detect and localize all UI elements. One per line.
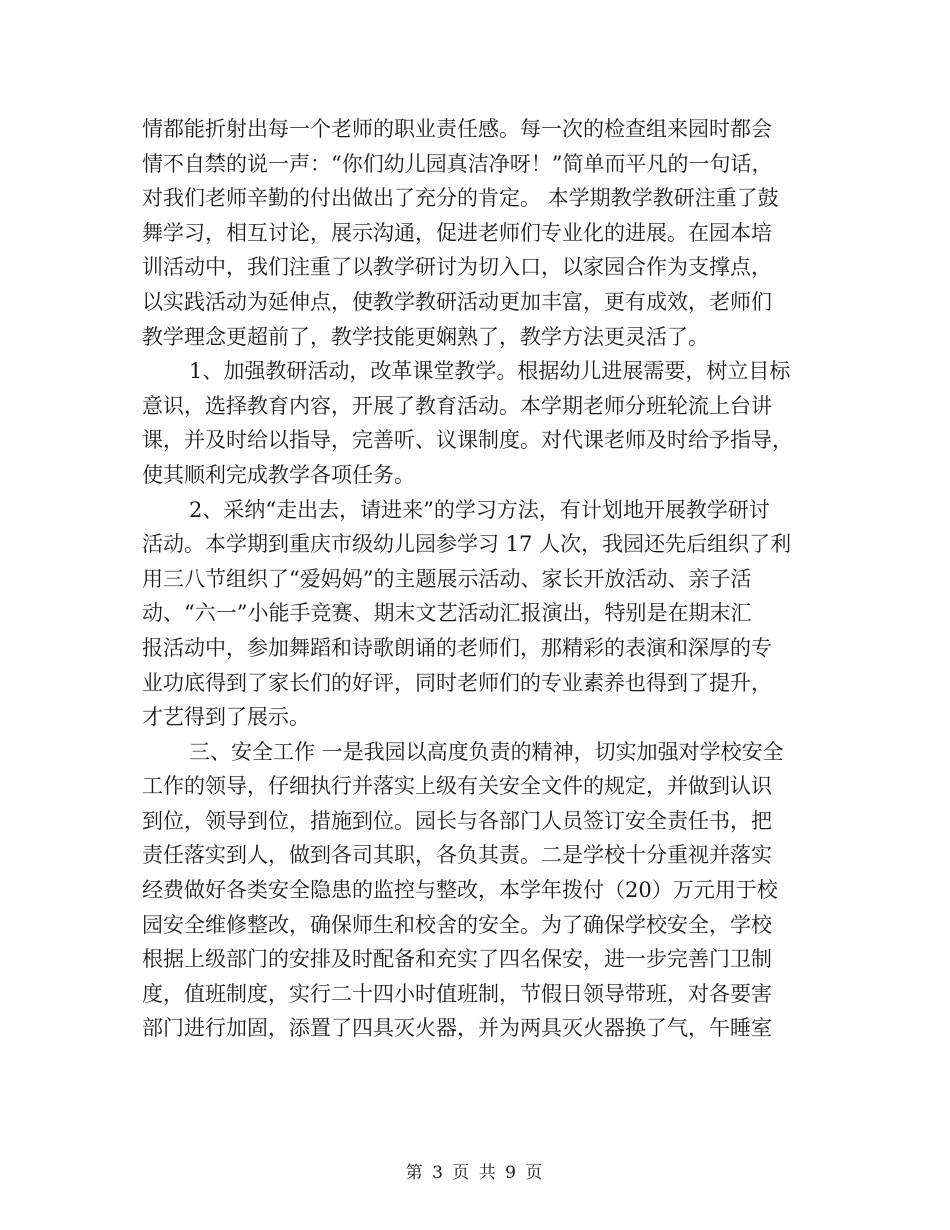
text-line: 意识，选择教育内容，开展了教育活动。本学期老师分班轮流上台讲 [142,393,772,418]
text-line: 责任落实到人，做到各司其职，各负其责。二是学校十分重视并落实 [142,843,772,868]
text-line: 活动。本学期到重庆市级幼儿园参学习 17 人次，我园还先后组织了利 [142,532,792,557]
text-line: 2、采纳“走出去，请进来”的学习方法，有计划地开展教学研讨 [189,497,770,522]
text-line: 工作的领导，仔细执行并落实上级有关安全文件的规定，并做到认识 [142,774,772,799]
text-line: 度，值班制度，实行二十四小时值班制，节假日领导带班，对各要害 [142,981,772,1006]
text-line: 对我们老师辛勤的付出做出了充分的肯定。 本学期教学教研注重了鼓 [142,186,779,211]
text-line: 情都能折射出每一个老师的职业责任感。每一次的检查组来园时都会 [142,117,772,141]
text-line: 根据上级部门的安排及时配备和充实了四名保安，进一步完善门卫制 [142,947,772,972]
page-footer: 第 3 页 共 9 页 [405,1163,545,1183]
text-line: 园安全维修整改，确保师生和校舍的安全。为了确保学校安全，学校 [142,912,772,937]
text-line: 用三八节组织了“爱妈妈”的主题展示活动、家长开放活动、亲子活 [142,566,752,591]
text-line: 报活动中，参加舞蹈和诗歌朗诵的老师们，那精彩的表演和深厚的专 [142,635,772,660]
text-line: 1、加强教研活动，改革课堂教学。根据幼儿进展需要，树立目标 [189,359,791,384]
text-line: 舞学习，相互讨论，展示沟通，促进老师们专业化的进展。在园本培 [142,220,772,245]
text-line: 课，并及时给以指导，完善听、议课制度。对代课老师及时给予指导， [142,428,793,453]
text-line: 情不自禁的说一声：“你们幼儿园真洁净呀！”简单而平凡的一句话， [142,151,773,176]
text-line: 经费做好各类安全隐患的监控与整改，本学年拨付（20）万元用于校 [142,878,778,903]
text-line: 训活动中，我们注重了以教学研讨为切入口，以家园合作为支撑点， [142,255,772,280]
text-line: 使其顺利完成教学各项任务。 [142,462,415,487]
text-line: 部门进行加固，添置了四具灭火器，并为两具灭火器换了气，午睡室 [142,1016,772,1041]
body-text [142,112,810,1046]
text-line: 业功底得到了家长们的好评，同时老师们的专业素养也得到了提升， [142,670,772,695]
text-line: 到位，领导到位，措施到位。园长与各部门人员签订安全责任书，把 [142,808,772,833]
text-line: 才艺得到了展示。 [142,705,310,730]
text-line: 以实践活动为延伸点，使教学教研活动更加丰富，更有成效，老师们 [142,289,772,314]
text-line: 教学理念更超前了，教学技能更娴熟了，教学方法更灵活了。 [142,324,709,349]
text-line: 动、“六一”小能手竞赛、期末文艺活动汇报演出，特别是在期末汇 [142,601,752,626]
text-line: 三、安全工作 一是我园以高度负责的精神，切实加强对学校安全 [189,739,784,764]
